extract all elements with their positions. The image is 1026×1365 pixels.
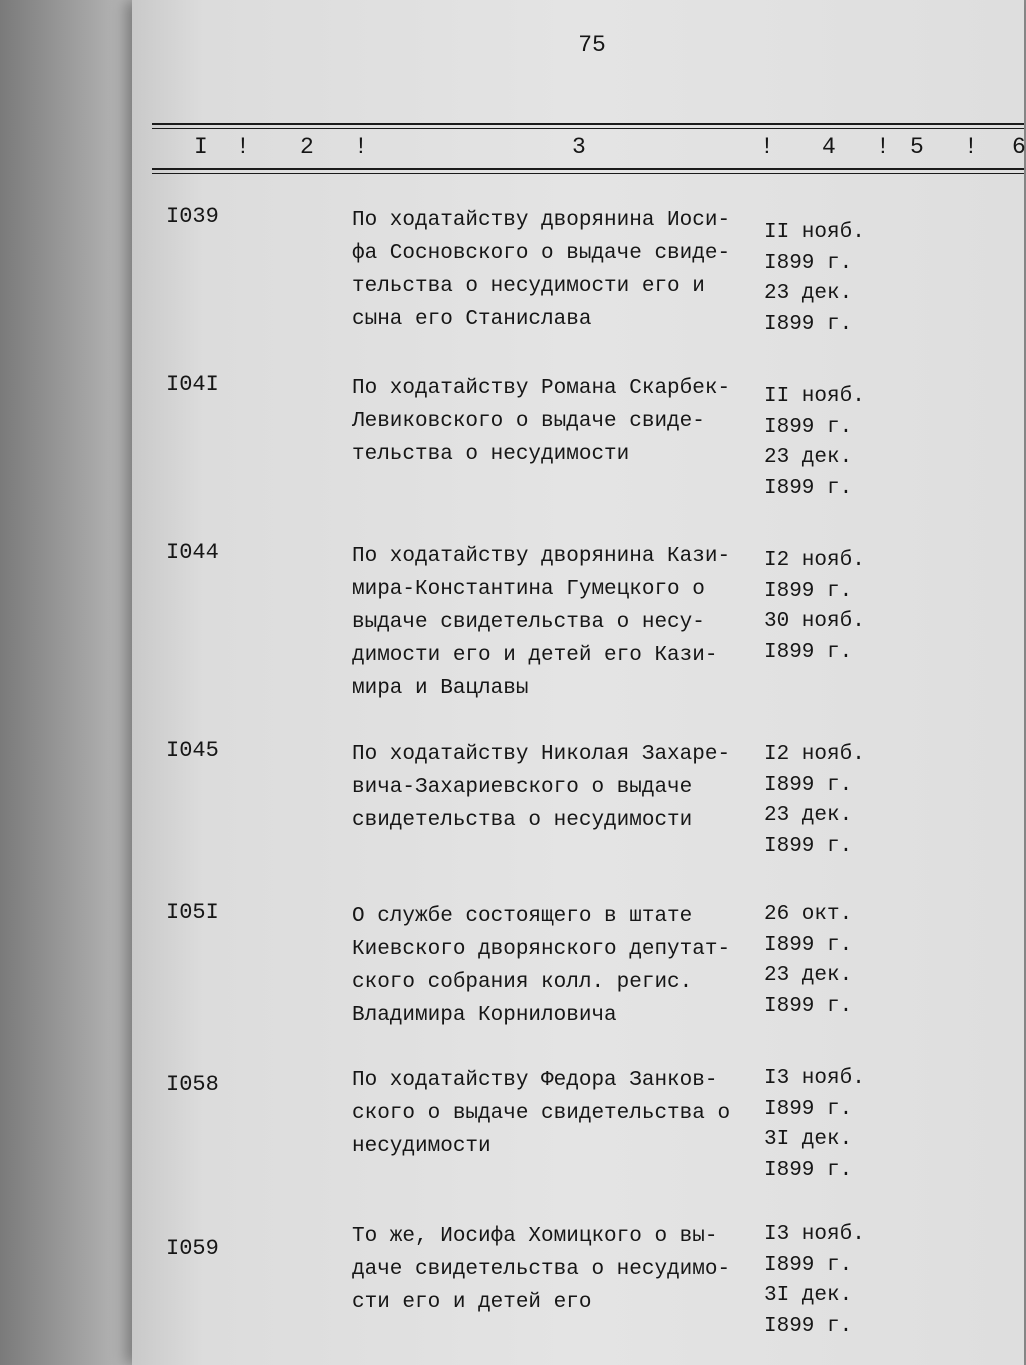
header-col-5: 5 — [910, 134, 924, 160]
entry-text-line: даче свидетельства о несудимо- — [352, 1258, 731, 1281]
entry-date-line: I899 г. — [764, 1158, 853, 1182]
entry-dates — [764, 546, 884, 668]
entry-date-line: 23 дек. — [764, 282, 853, 305]
header-col-1: I — [194, 134, 208, 160]
entry-number: I058 — [166, 1072, 219, 1097]
entry-text-line: ского собрания колл. регис. — [352, 971, 693, 994]
header-rule-top — [152, 123, 1024, 125]
entry-date-line: 23 дек. — [764, 964, 853, 987]
entry-text-line: тельства о несудимости — [352, 443, 630, 466]
entry-text-line: ского о выдаче свидетельства о — [352, 1102, 731, 1125]
entry-dates — [764, 900, 884, 1022]
entry-text-line: мира-Константина Гумецкого о — [352, 578, 705, 601]
entry-date-line: 26 окт. — [764, 903, 853, 926]
header-col-4: 4 — [822, 134, 836, 160]
entry-text-line: выдаче свидетельства о несу- — [352, 611, 705, 634]
header-rule-top-thin — [152, 128, 1024, 129]
entry-date-line: I899 г. — [764, 476, 853, 500]
entry-date-line: I899 г. — [764, 640, 853, 664]
entry-description — [352, 900, 762, 1032]
entry-date-line: I899 г. — [764, 1314, 853, 1338]
entry-text-line: Владимира Корниловича — [352, 1004, 617, 1027]
header-separator: ! — [964, 134, 978, 160]
entry-date-line: I899 г. — [764, 415, 853, 439]
header-col-3: 3 — [572, 134, 586, 160]
entry-text-line: сына его Станислава — [352, 308, 592, 331]
entry-text-line: То же, Иосифа Хомицкого о вы- — [352, 1225, 718, 1248]
entry-text-line: несудимости — [352, 1135, 491, 1158]
entry-date-line: I3 нояб. — [764, 1223, 865, 1246]
entry-number: I05I — [166, 900, 219, 925]
entry-date-line: 3I дек. — [764, 1284, 853, 1307]
entry-text-line: фа Сосновского о выдаче свиде- — [352, 242, 731, 265]
entry-text-line: По ходатайству Николая Захаре- — [352, 743, 731, 766]
entry-date-line: II нояб. — [764, 221, 865, 244]
entry-dates — [764, 218, 884, 340]
entry-description — [352, 1220, 762, 1319]
entry-number: I045 — [166, 738, 219, 763]
entry-text-line: свидетельства о несудимости — [352, 809, 693, 832]
entry-number: I044 — [166, 540, 219, 565]
entry-dates — [764, 1220, 884, 1342]
entry-text-line: димости его и детей его Кази- — [352, 644, 718, 667]
entry-date-line: I899 г. — [764, 834, 853, 858]
entry-description — [352, 540, 762, 705]
header-separator: ! — [760, 134, 774, 160]
entry-dates — [764, 740, 884, 862]
header-col-6: 6 — [1012, 134, 1026, 160]
entry-date-line: I899 г. — [764, 251, 853, 275]
entry-dates — [764, 1064, 884, 1186]
entry-description — [352, 204, 762, 336]
entry-text-line: Левиковского о выдаче свиде- — [352, 410, 705, 433]
entry-text-line: сти его и детей его — [352, 1291, 592, 1314]
entry-date-line: I3 нояб. — [764, 1067, 865, 1090]
entry-date-line: I2 нояб. — [764, 743, 865, 766]
header-separator: ! — [876, 134, 890, 160]
entry-text-line: вича-Захариевского о выдаче — [352, 776, 693, 799]
entry-date-line: I899 г. — [764, 994, 853, 1018]
entry-text-line: По ходатайству дворянина Иоси- — [352, 209, 731, 232]
entry-dates — [764, 382, 884, 504]
entry-date-line: 23 дек. — [764, 446, 853, 469]
header-rule-bottom-thin — [152, 173, 1024, 174]
entry-date-line: II нояб. — [764, 385, 865, 408]
header-rule-bottom — [152, 168, 1024, 170]
header-separator: ! — [354, 134, 368, 160]
entry-date-line: I899 г. — [764, 933, 853, 957]
table-header — [0, 134, 1024, 164]
entry-number: I039 — [166, 204, 219, 229]
entry-description — [352, 1064, 762, 1163]
entry-date-line: I899 г. — [764, 773, 853, 797]
entry-text-line: О службе состоящего в штате — [352, 905, 693, 928]
entry-date-line: 30 нояб. — [764, 610, 865, 633]
entry-date-line: 23 дек. — [764, 804, 853, 827]
entry-number: I04I — [166, 372, 219, 397]
header-separator: ! — [236, 134, 250, 160]
entry-text-line: По ходатайству Романа Скарбек- — [352, 377, 731, 400]
entry-text-line: тельства о несудимости его и — [352, 275, 705, 298]
entry-text-line: Киевского дворянского депутат- — [352, 938, 731, 961]
entry-date-line: I2 нояб. — [764, 549, 865, 572]
entry-text-line: По ходатайству дворянина Кази- — [352, 545, 731, 568]
entry-description — [352, 372, 762, 471]
book-binding-shadow — [0, 0, 140, 1365]
entry-date-line: I899 г. — [764, 312, 853, 336]
entry-date-line: 3I дек. — [764, 1128, 853, 1151]
entry-text-line: По ходатайству Федора Занков- — [352, 1069, 718, 1092]
entry-text-line: мира и Вацлавы — [352, 677, 529, 700]
entry-date-line: I899 г. — [764, 1253, 853, 1277]
page-number: 75 — [578, 32, 606, 58]
entry-description — [352, 738, 762, 837]
entry-number: I059 — [166, 1236, 219, 1261]
entry-date-line: I899 г. — [764, 579, 853, 603]
header-col-2: 2 — [300, 134, 314, 160]
entry-date-line: I899 г. — [764, 1097, 853, 1121]
